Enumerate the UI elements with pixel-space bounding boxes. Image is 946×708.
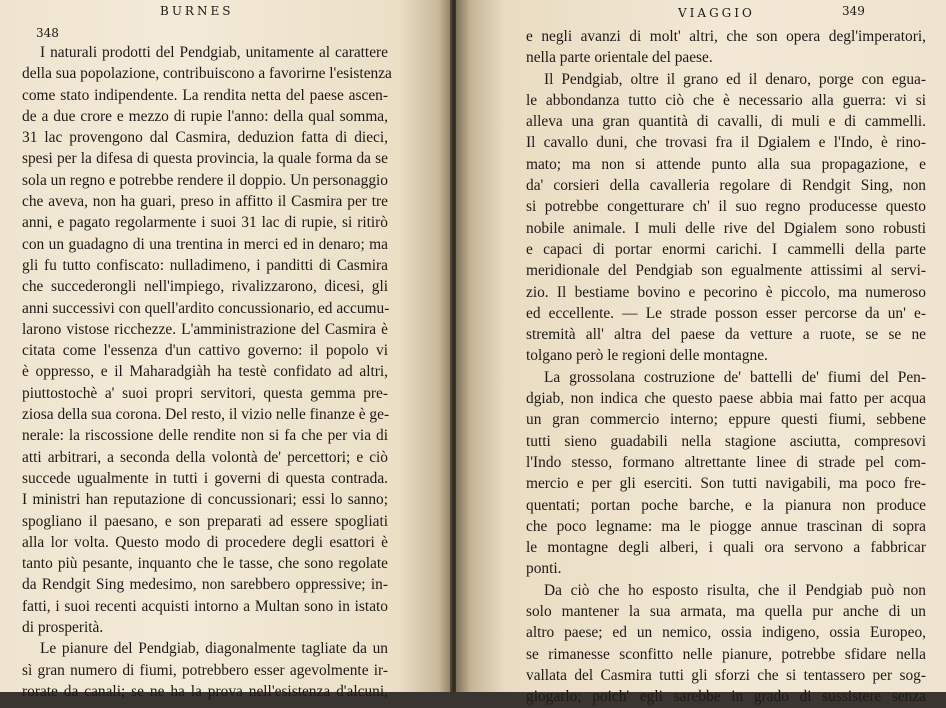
text-line: tolgano però le regioni delle montagne. bbox=[526, 347, 768, 365]
text-line: le montagne degli alberi, i quali ora servono a fabbricar bbox=[526, 539, 926, 557]
text-line: nella parte orientale del paese. bbox=[526, 49, 713, 67]
right-page-text bbox=[526, 26, 926, 708]
text-line: Da ciò che ho esposto risulta, che il Pendgiab può non bbox=[544, 581, 926, 599]
text-line: che succederongli nell'impiego, rivalizzarono, dicesi, gli bbox=[22, 278, 388, 296]
text-line: un gran commercio interno; eppure questi fiumi, sebbene bbox=[526, 411, 926, 429]
text-line: La grossolana costruzione de' battelli de' fiumi del Pen- bbox=[544, 368, 926, 386]
text-line: meridionale del Pendgiab son egualmente attissimi al servi- bbox=[526, 262, 926, 280]
text-line: di prosperità. bbox=[22, 619, 104, 637]
text-line: ed eccellente. — Le strade posson esser percorse da un' e- bbox=[526, 304, 926, 322]
text-line: Il cavallo duni, che trovasi fra il Dgialem e l'Indo, è rino- bbox=[526, 134, 926, 152]
text-line: ponti. bbox=[526, 560, 562, 578]
text-line: vallata del Casmira tutti gli sforzi che si tentassero per sog- bbox=[526, 666, 926, 684]
text-line: con un guadagno di una trentina in merci ed in denaro; ma bbox=[22, 235, 388, 253]
text-line: 31 lac provengono dal Casmira, deduzion fatta di dieci, bbox=[22, 129, 388, 147]
page-number: 349 bbox=[842, 4, 865, 18]
text-line: I naturali prodotti del Pendgiab, unitamente al carattere bbox=[40, 44, 388, 61]
text-line: citata come l'essenza d'un cattivo governo: il popolo vi bbox=[22, 342, 388, 360]
text-line: anni, e pagato regolarmente i suoi 31 lac di rupie, si ritirò bbox=[22, 214, 388, 232]
text-line: succede ugualmente in tutti i governi di questa contrada. bbox=[22, 469, 388, 487]
text-line: spesi per la difesa di questa provincia, la quale forma da se bbox=[22, 150, 388, 168]
text-line: da Rendgit Sing medesimo, non sarebbero oppressive; in- bbox=[22, 576, 388, 594]
text-line: sì gran numero di fiumi, potrebbero esser agevolmente ir- bbox=[22, 661, 388, 679]
text-line: gli fu tutto confiscato: nulladimeno, i panditti di Casmira bbox=[22, 256, 388, 274]
text-line: della sua popolazione, contribuiscono a favorirne l'esistenza bbox=[22, 65, 392, 83]
text-line: che aveva, non ha guari, preso in affitto il Casmira per tre bbox=[22, 193, 388, 211]
text-line: come stato indipendente. La rendita netta del paese ascen- bbox=[22, 86, 388, 104]
text-line: fatti, i suoi recenti acquisti intorno a Multan sono in istato bbox=[22, 597, 388, 615]
text-line: Il Pendgiab, oltre il grano ed il denaro, porge con egua- bbox=[544, 70, 926, 88]
text-line: piuttostochè a' suoi propri servitori, questa gemma pre- bbox=[22, 384, 388, 402]
text-line: le abbondanza tutto ciò che è necessario alla guerra: vi si bbox=[526, 91, 926, 109]
text-line: altro paese; ed un nemico, ossia indigeno, ossia Europeo, bbox=[526, 624, 926, 642]
text-line: sola un regno e potrebbe rendere il doppio. Un personaggio bbox=[22, 171, 388, 189]
right-page bbox=[456, 0, 946, 706]
text-line: mercio e per gli eserciti. Son tutti navigabili, ma poco fre- bbox=[526, 475, 926, 493]
text-line: dgiab, non indica che questo paese abbia mai fatto per acqua bbox=[526, 390, 926, 408]
text-line: mato; ma non si attende punto alla sua propagazione, e bbox=[526, 155, 926, 173]
text-line: l'Indo stesso, formano altrettante linee di strade pel com- bbox=[526, 453, 926, 471]
text-line: atti arbitrari, a seconda della volontà de' percettori; e ciò bbox=[22, 448, 388, 466]
text-line: I ministri han reputazione di concussionari; essi lo sanno; bbox=[22, 491, 388, 509]
text-line: è oppresso, e il Maharadgiàh ha testè confidato ad altri, bbox=[22, 363, 388, 381]
text-line: alleva una gran quantità di cavalli, di muli e di cammelli. bbox=[526, 113, 926, 131]
text-line: de a due crore e mezzo di rupie l'anno: della qual somma, bbox=[22, 107, 388, 125]
text-line: larono vistose ricchezze. L'amministrazione del Casmira è bbox=[22, 320, 388, 338]
text-line: zio. Il bestiame bovino e pecorino è piccolo, ma numeroso bbox=[526, 283, 926, 301]
text-line: nerale: la riscossione delle rendite non si fa che per via di bbox=[22, 427, 388, 445]
text-line: si potrebbe congetturare ch' il suo regno producesse questo bbox=[526, 198, 926, 216]
text-line: e capaci di portar enormi carichi. I cammelli della parte bbox=[526, 240, 926, 258]
text-line: da' corsieri della cavalleria regolare di Rendgit Sing, non bbox=[526, 177, 926, 195]
text-line: solo mantener la sua armata, ma quella pur anche di un bbox=[526, 603, 926, 621]
text-line: quentati; portan poche barche, e la pianura non produce bbox=[526, 496, 926, 514]
text-line: Le pianure del Pendgiab, diagonalmente tagliate da un bbox=[40, 640, 388, 658]
text-line: e negli avanzi di molt' altri, che son opera degl'imperatori, bbox=[526, 28, 926, 45]
running-head: BURNES bbox=[160, 4, 234, 18]
text-line: che poco legname: ma le piogge annue trascinan di sopra bbox=[526, 517, 926, 535]
text-line: tanto più pesante, inquanto che le tasse, che sono regolate bbox=[22, 555, 388, 573]
text-line: giogarlo; poich' egli sarebbe in grado di sussistere senza bbox=[526, 688, 926, 706]
running-head: VIAGGIO bbox=[678, 6, 755, 20]
text-line: nobile animale. I muli delle rive del Dgialem sono robusti bbox=[526, 219, 926, 237]
text-line: anni successivi con quell'ardito concussionario, ed accumu- bbox=[22, 299, 390, 317]
text-line: stremità all' altra del paese da vetture a ruote, se se ne bbox=[526, 326, 926, 344]
text-line: alla lor volta. Questo modo di procedere degli esattori è bbox=[22, 533, 388, 551]
text-line: spogliano il paesano, e son preparati ad essere spogliati bbox=[22, 512, 388, 530]
left-page bbox=[0, 0, 452, 700]
text-line: se rimanesse sconfitto nelle pianure, potrebbe sfidare nella bbox=[526, 645, 926, 663]
text-line: tutti sieno guadabili nella stagione asciutta, compresovi bbox=[526, 432, 926, 450]
left-page-text bbox=[22, 42, 392, 702]
text-line: rorate da canali; se ne ha la prova nell'esistenza d'alcuni, bbox=[22, 682, 388, 700]
text-line: ziosa della sua corona. Del resto, il vizio nelle finanze è ge- bbox=[22, 406, 390, 424]
page-number: 348 bbox=[36, 26, 59, 40]
